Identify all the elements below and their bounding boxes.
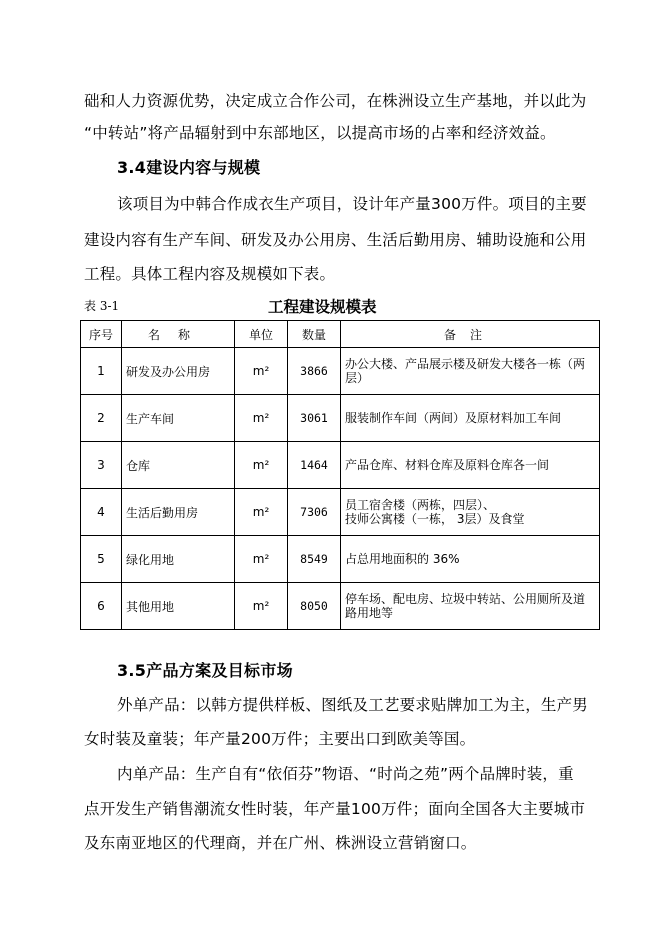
header-unit: 单位: [235, 321, 288, 348]
table-row: [81, 536, 600, 583]
cell-qty: 7306: [288, 489, 341, 536]
paragraph-line: 及东南亚地区的代理商，并在广州、株洲设立营销窗口。: [84, 834, 477, 852]
cell-note: 服装制作车间（两间）及原材料加工车间: [341, 395, 600, 442]
cell-unit: m²: [235, 442, 288, 489]
header-name: 名称: [122, 321, 235, 348]
section-heading-3-5: 3.5产品方案及目标市场: [117, 661, 293, 680]
cell-unit: m²: [235, 489, 288, 536]
cell-note: 占总用地面积的 36%: [341, 536, 600, 583]
cell-name: 研发及办公用房: [122, 348, 235, 395]
cell-qty: 3866: [288, 348, 341, 395]
cell-qty: 1464: [288, 442, 341, 489]
cell-unit: m²: [235, 348, 288, 395]
paragraph-line: 内单产品：生产自有“依佰芬”物语、“时尚之苑”两个品牌时装，重: [117, 765, 574, 783]
table-row: [81, 489, 600, 536]
cell-note-line: 技师公寓楼（一栋， 3层）及食堂: [345, 512, 525, 526]
header-no: 序号: [81, 321, 122, 348]
construction-scale-table: [80, 320, 600, 630]
table-row: [81, 348, 600, 395]
table-label: 表 3-1: [84, 299, 120, 313]
table-row: [81, 442, 600, 489]
cell-qty: 3061: [288, 395, 341, 442]
cell-unit: m²: [235, 583, 288, 630]
header-qty: 数量: [288, 321, 341, 348]
cell-no: 2: [81, 395, 122, 442]
cell-no: 6: [81, 583, 122, 630]
table-row: [81, 583, 600, 630]
paragraph-line: 础和人力资源优势，决定成立合作公司，在株洲设立生产基地，并以此为: [84, 92, 587, 110]
cell-name: 其他用地: [122, 583, 235, 630]
cell-note: 办公大楼、产品展示楼及研发大楼各一栋（两层）: [341, 348, 600, 395]
paragraph-line: 该项目为中韩合作成衣生产项目，设计年产量300万件。项目的主要: [117, 195, 587, 213]
table-header-row: [81, 321, 600, 348]
cell-name: 仓库: [122, 442, 235, 489]
cell-note-line: 员工宿舍楼（两栋，四层）、: [345, 498, 496, 512]
cell-note: [341, 489, 600, 536]
header-note: 备注: [341, 321, 600, 348]
cell-no: 3: [81, 442, 122, 489]
cell-qty: 8050: [288, 583, 341, 630]
cell-qty: 8549: [288, 536, 341, 583]
cell-no: 5: [81, 536, 122, 583]
table-row: [81, 395, 600, 442]
paragraph-line: 点开发生产销售潮流女性时装，年产量100万件；面向全国各大主要城市: [84, 800, 586, 818]
cell-no: 4: [81, 489, 122, 536]
cell-unit: m²: [235, 395, 288, 442]
section-heading-3-4: 3.4建设内容与规模: [117, 158, 261, 177]
paragraph-line: “中转站”将产品辐射到中东部地区，以提高市场的占率和经济效益。: [84, 124, 556, 142]
table-title: 工程建设规模表: [268, 298, 377, 316]
cell-note: 产品仓库、材料仓库及原料仓库各一间: [341, 442, 600, 489]
cell-unit: m²: [235, 536, 288, 583]
paragraph-line: 工程。具体工程内容及规模如下表。: [84, 265, 336, 283]
paragraph-line: 外单产品：以韩方提供样板、图纸及工艺要求贴牌加工为主，生产男: [117, 696, 589, 714]
cell-note: 停车场、配电房、垃圾中转站、公用厕所及道路用地等: [341, 583, 600, 630]
cell-name: 绿化用地: [122, 536, 235, 583]
cell-no: 1: [81, 348, 122, 395]
paragraph-line: 女时装及童装；年产量200万件；主要出口到欧美等国。: [84, 730, 476, 748]
paragraph-line: 建设内容有生产车间、研发及办公用房、生活后勤用房、辅助设施和公用: [84, 231, 587, 249]
cell-name: 生活后勤用房: [122, 489, 235, 536]
cell-name: 生产车间: [122, 395, 235, 442]
